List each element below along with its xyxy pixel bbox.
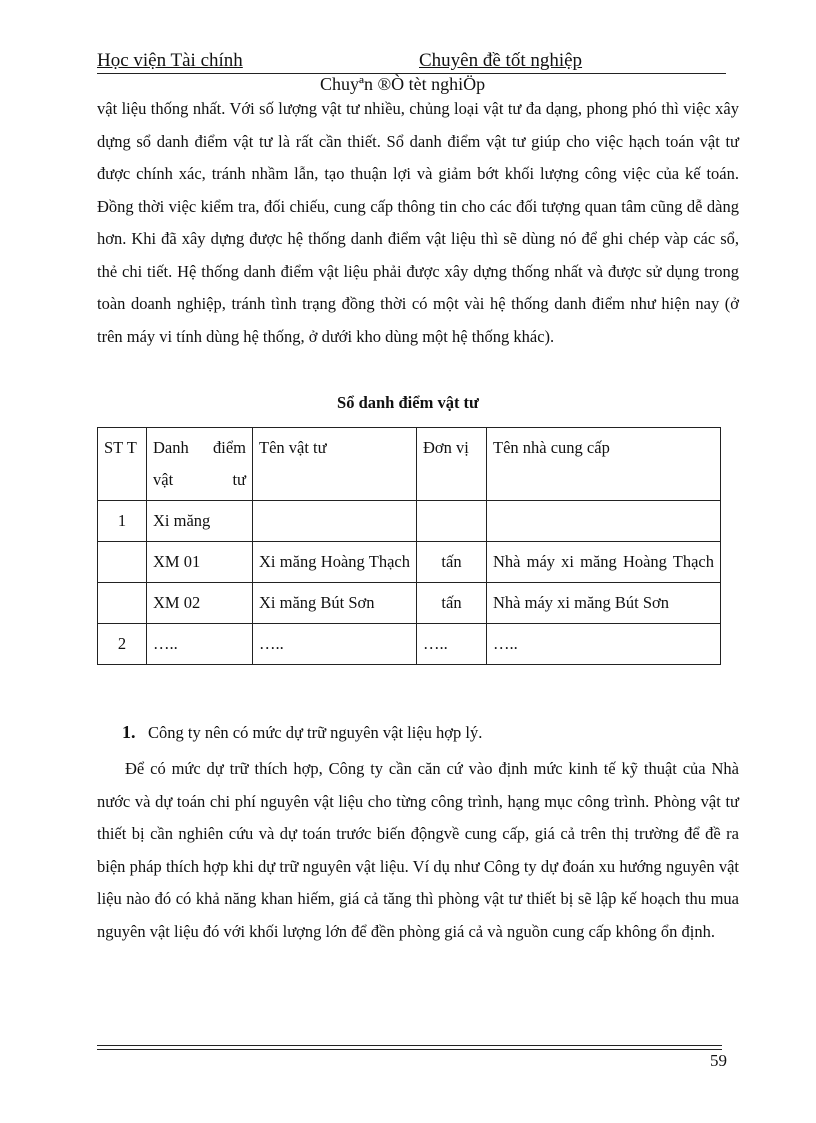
table-cell	[417, 501, 487, 542]
footer-rule	[97, 1049, 722, 1050]
header-cell-supplier: Tên nhà cung cấp	[487, 428, 721, 501]
section-title: Công ty nên có mức dự trữ nguyên vật liệu hợp lý.	[148, 723, 483, 742]
table-cell: Xi măng Hoàng Thạch	[253, 542, 417, 583]
table-cell: Nhà máy xi măng Hoàng Thạch	[487, 542, 721, 583]
table-cell: Nhà máy xi măng Bút Sơn	[487, 583, 721, 624]
header-cell-material-name: Tên vật tư	[253, 428, 417, 501]
table-cell: XM 01	[147, 542, 253, 583]
header-cell-code: Danh điểm vật tư	[147, 428, 253, 501]
table-header-row	[98, 428, 721, 501]
table-cell: 1	[98, 501, 147, 542]
table-row	[98, 501, 721, 542]
table-row	[98, 583, 721, 624]
body-paragraph-1: vật liệu thống nhất. Với số lượng vật tư nhiều, chủng loại vật tư đa dạng, phong phó thì việc xây dựng sổ danh điểm vật tư là rất cần thiết. Sổ danh điểm vật tư giúp cho việc hạch toán vật tư được chính xác, tránh nhầm lẫn, tạo thuận lợi và giảm bớt khối lượng công việc của kế toán. Đồng thời việc kiểm tra, đối chiếu, cung cấp thông tin cho các đối tượng quan tâm cũng dễ dàng hơn. Khi đã xây dựng được hệ thống danh điểm vật liệu thì sẽ dùng nó để ghi chép vàp các sổ, thẻ chi tiết. Hệ thống danh điểm vật liệu phải được xây dựng thống nhất và được sử dụng trong toàn doanh nghiệp, tránh tình trạng đồng thời có một vài hệ thống danh điểm như hiện nay (ở trên máy vi tính dùng hệ thống, ở dưới kho dùng một hệ thống khác).	[97, 99, 739, 346]
table-cell: Xi măng	[147, 501, 253, 542]
table-caption: Sổ danh điểm vật tư	[337, 393, 479, 412]
table-cell	[98, 583, 147, 624]
page-header	[97, 50, 726, 74]
garbled-subheader: Chuyªn ®Ò tèt nghiÖp	[320, 74, 486, 94]
header-institution: Học viện Tài chính	[97, 50, 243, 71]
table-cell	[253, 501, 417, 542]
table-cell: …..	[417, 624, 487, 665]
table-cell	[487, 501, 721, 542]
header-document-type: Chuyên đề tốt nghiệp	[419, 50, 583, 71]
footer-rule	[97, 1045, 722, 1046]
table-cell: tấn	[417, 583, 487, 624]
material-catalog-table	[97, 427, 721, 665]
table-cell: …..	[147, 624, 253, 665]
header-cell-unit: Đơn vị	[417, 428, 487, 501]
header-cell-stt: ST T	[98, 428, 147, 501]
table-cell	[98, 542, 147, 583]
table-cell: tấn	[417, 542, 487, 583]
table-cell: 2	[98, 624, 147, 665]
section-heading	[122, 722, 482, 743]
section-number: 1.	[122, 722, 136, 742]
table-cell: …..	[487, 624, 721, 665]
body-paragraph-2: Để có mức dự trữ thích hợp, Công ty cần căn cứ vào định mức kinh tế kỹ thuật của Nhà nước và dự toán chi phí nguyên vật liệu cho từng công trình, hạng mục công trình. Phòng vật tư thiết bị cần nghiên cứu và dự toán trước biến độngvề cung cấp, giá cả trên thị trường để đề ra biện pháp thích hợp khi dự trữ nguyên vật liệu. Ví dụ như Công ty dự đoán xu hướng nguyên vật liệu nào đó có khả năng khan hiếm, giá cả tăng thì phòng vật tư thiết bị sẽ lập kế hoạch thu mua nguyên vật liệu đó với khối lượng lớn để đền phòng giá cả và nguồn cung cấp không ổn định.	[97, 759, 739, 941]
table-cell: XM 02	[147, 583, 253, 624]
table-cell: Xi măng Bút Sơn	[253, 583, 417, 624]
table-row	[98, 542, 721, 583]
page-number: 59	[710, 1051, 727, 1070]
table-row	[98, 624, 721, 665]
table-cell: …..	[253, 624, 417, 665]
